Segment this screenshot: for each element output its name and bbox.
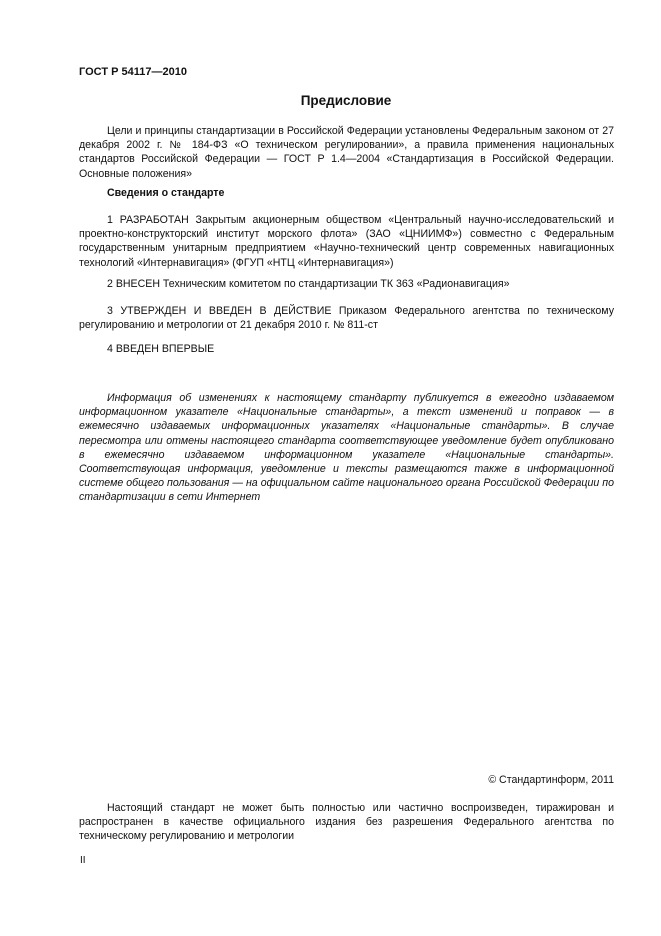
page-title: Предисловие — [300, 93, 392, 108]
changes-notice: Информация об изменениях к настоящему стандарту публикуется в ежегодно издаваемом информационном указателе «Национальные стандарты», а текст изменений и поправок — в ежемесячно издаваемых информационных указателях «Национальные стандарты». В случае пересмотра или отмены настоящего стандарта соответствующее уведомление будет опубликовано в ежемесячно издаваемом информационном указателе «Национальные стандарты». Соответствующая информация, уведомление и тексты размещаются также в информационной системе общего пользования — на официальном сайте национального органа Российской Федерации по стандартизации в сети Интернет — [79, 392, 614, 504]
info-item-2: 2 ВНЕСЕН Техническим комитетом по стандартизации ТК 363 «Радионавигация» — [107, 278, 510, 290]
intro-paragraph: Цели и принципы стандартизации в Российской Федерации установлены Федеральным законом от 27 декабря 2002 г. № 184-ФЗ «О техническом регулировании», а правила применения национальных стандартов Российской Федерации — ГОСТ Р 1.4—2004 «Стандартизация в Российской Федерации. Основные положения» — [79, 125, 614, 180]
info-item-1: 1 РАЗРАБОТАН Закрытым акционерным обществом «Центральный научно-исследовательский и проектно-конструкторский институт морского флота» (ЗАО «ЦНИИМФ») совместно с Федеральным государственным унитарным предприятием «Научно-технический центр современных навигационных технологий «Интернавигация» (ФГУП «НТЦ «Интернавигация») — [79, 214, 614, 269]
reproduction-notice: Настоящий стандарт не может быть полностью или частично воспроизведен, тиражирован и распространен в качестве официального издания без разрешения Федерального агентства по техническому регулированию и метрологии — [79, 802, 614, 843]
page-number: II — [80, 855, 86, 866]
info-item-3: 3 УТВЕРЖДЕН И ВВЕДЕН В ДЕЙСТВИЕ Приказом Федерального агентства по техническому регулированию и метрологии от 21 декабря 2010 г. № 811-ст — [79, 305, 614, 332]
copyright-line: © Стандартинформ, 2011 — [488, 774, 614, 786]
info-item-4: 4 ВВЕДЕН ВПЕРВЫЕ — [107, 343, 215, 355]
standard-code: ГОСТ Р 54117—2010 — [79, 66, 187, 78]
info-heading: Сведения о стандарте — [107, 187, 225, 199]
